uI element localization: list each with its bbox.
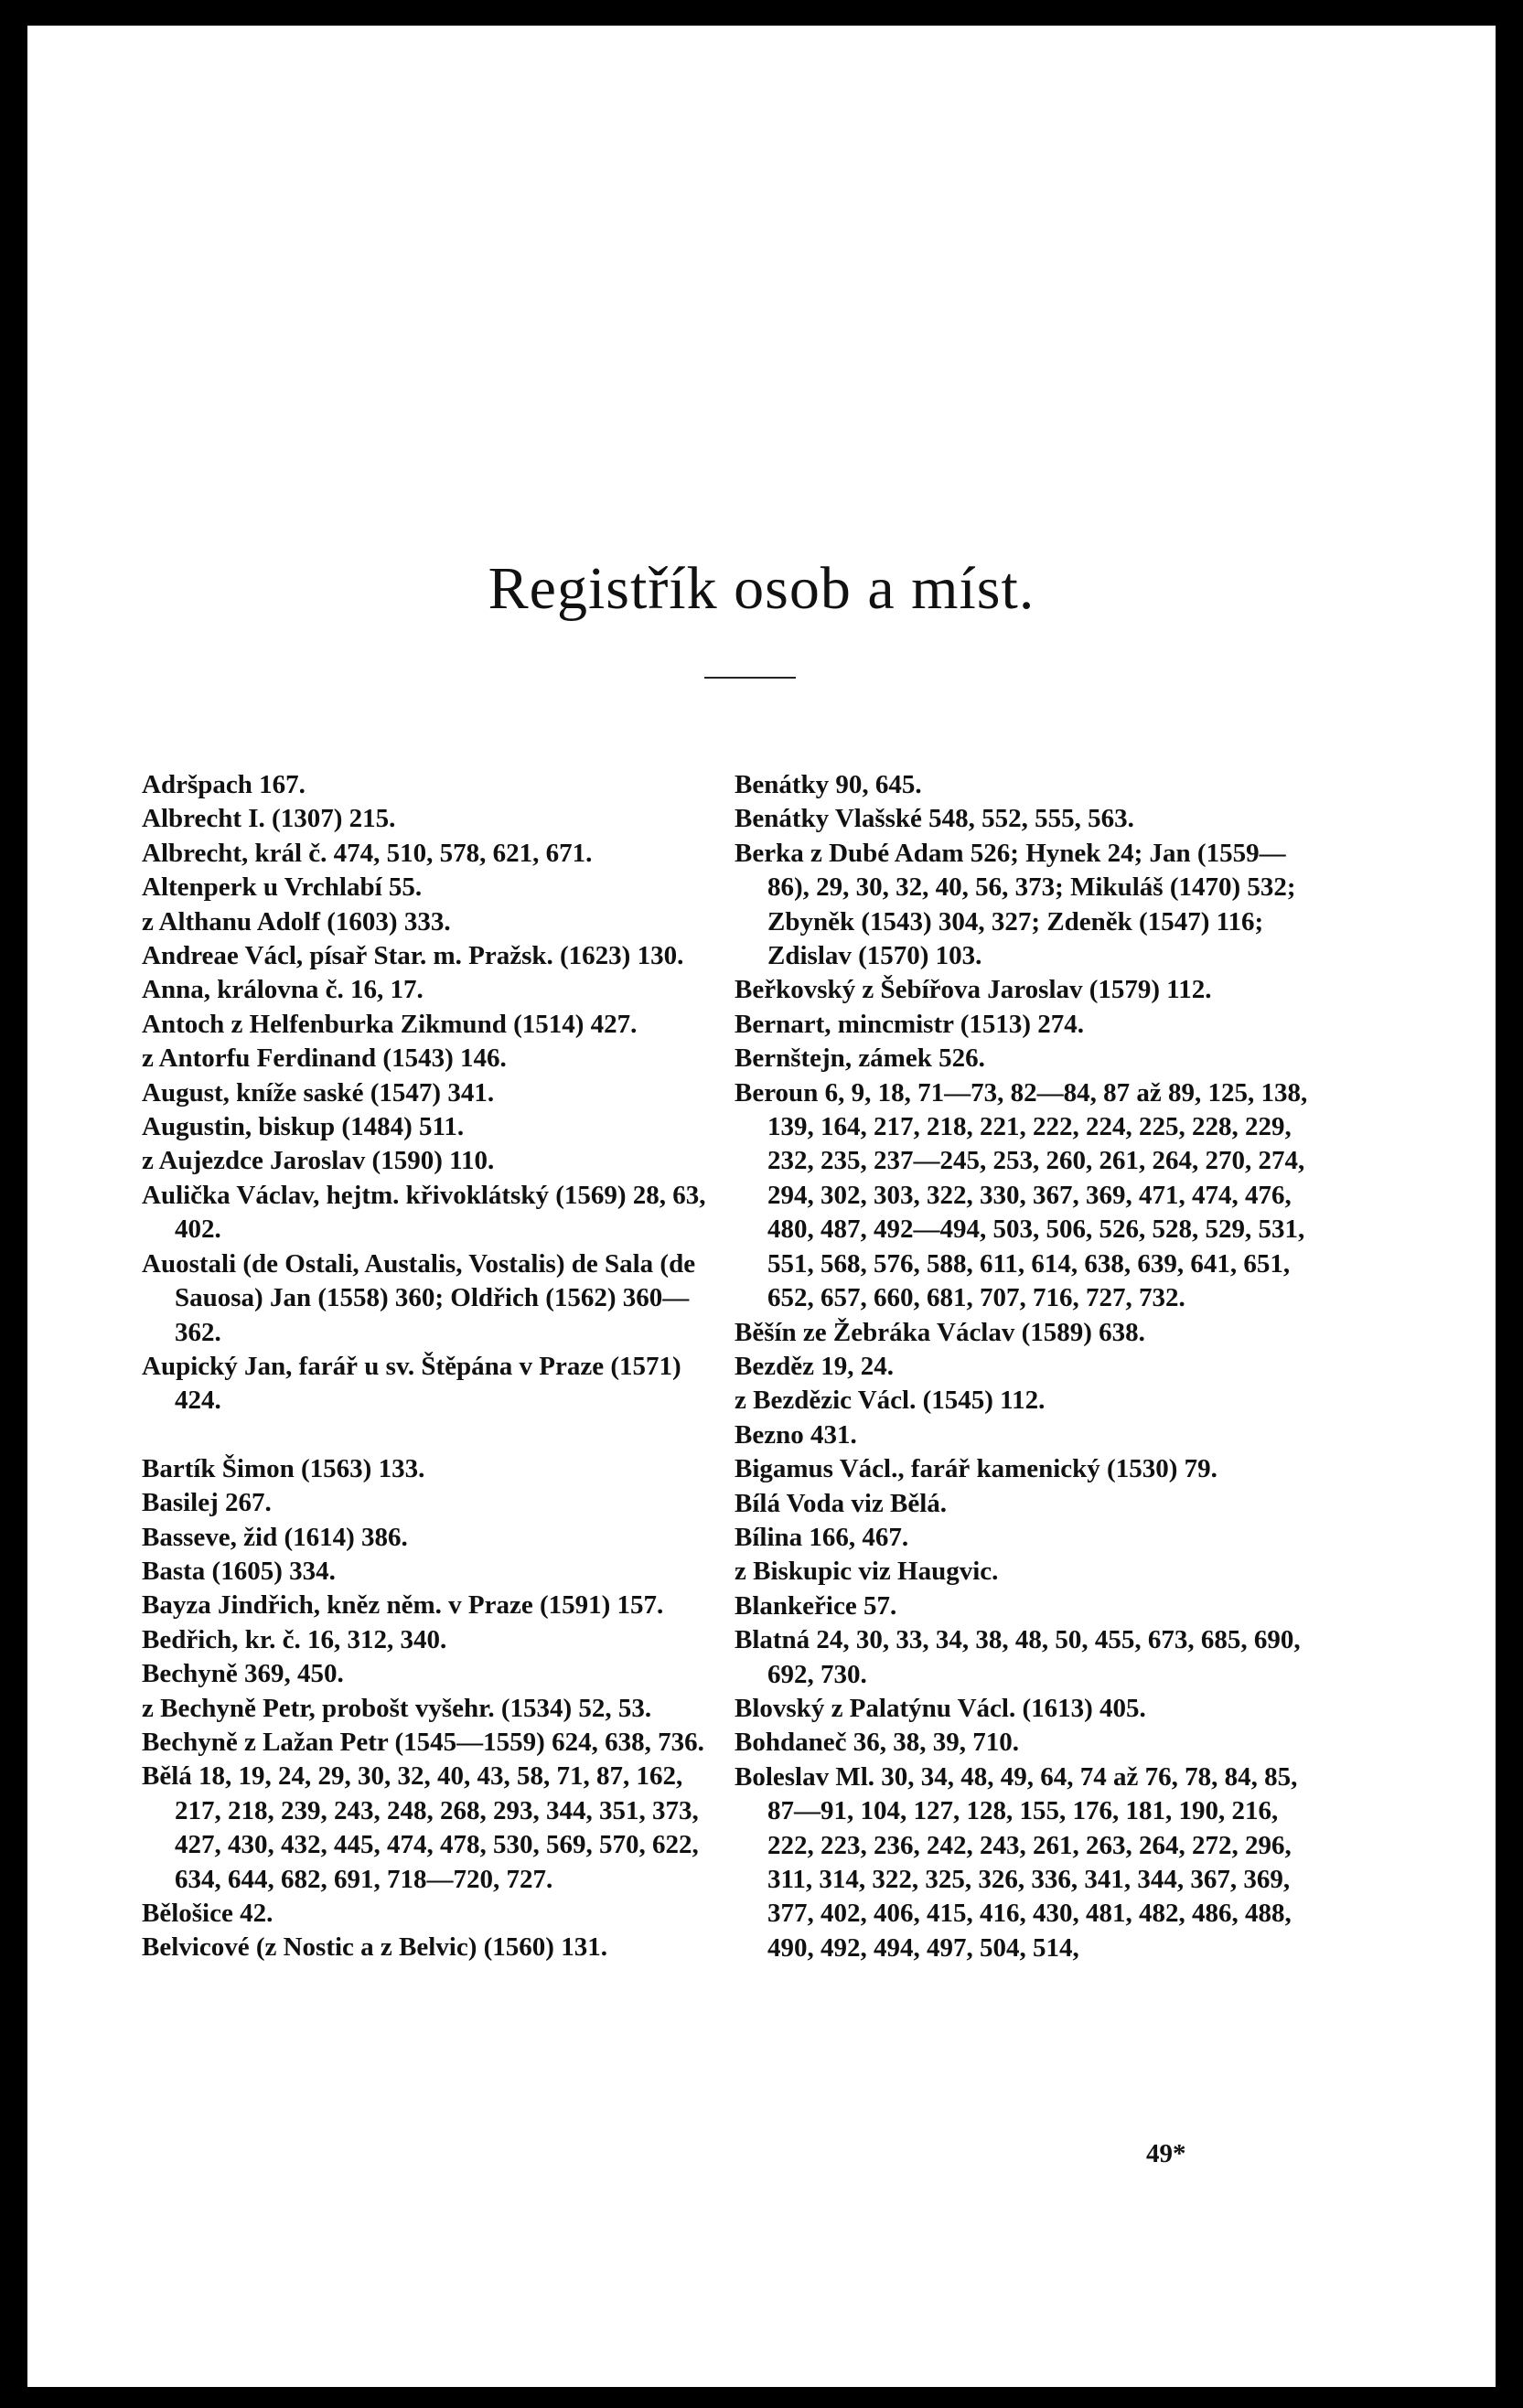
index-entry: Adršpach 167. (142, 770, 306, 799)
index-entry: Běšín ze Žebráka Václav (1589) 638. (735, 1317, 1145, 1347)
book-page (27, 26, 1496, 2387)
index-entry: Bělá 18, 19, 24, 29, 30, 32, 40, 43, 58, 71, 87, 162, 217, 218, 239, 243, 248, 268, 293, 344, 351, 373, 427, 430, 432, 445, 474, 478, 530, 569, 570, 622, 634, 644, 682, 691, 718—720, 727. (142, 1761, 699, 1894)
index-entry: Bedřich, kr. č. 16, 312, 340. (142, 1624, 447, 1654)
page-title: Registřík osob a míst. (488, 555, 1035, 622)
index-entry: z Biskupic viz Haugvic. (735, 1557, 999, 1587)
index-entry: Bechyně z Lažan Petr (1545—1559) 624, 638, 736. (142, 1727, 704, 1757)
index-entry: Auostali (de Ostali, Austalis, Vostalis) de Sala (de Sauosa) Jan (1558) 360; Oldřich (1562) 360—362. (142, 1248, 696, 1347)
index-entry: Bigamus Václ., farář kamenický (1530) 79. (735, 1454, 1217, 1484)
title-divider (704, 677, 796, 679)
index-entry: Bohdaneč 36, 38, 39, 710. (735, 1728, 1019, 1758)
index-entry: Bezno 431. (735, 1419, 857, 1450)
index-entry: Bělošice 42. (142, 1899, 273, 1928)
index-entry: Basseve, žid (1614) 386. (142, 1522, 408, 1552)
index-entry: Aulička Václav, hejtm. křivoklátský (1569) 28, 63, 402. (142, 1180, 706, 1245)
index-entry: z Althanu Adolf (1603) 333. (142, 906, 451, 936)
index-entry: Benátky Vlašské 548, 552, 555, 563. (735, 804, 1134, 834)
index-entry: Antoch z Helfenburka Zikmund (1514) 427. (142, 1009, 638, 1039)
index-entry: Boleslav Ml. 30, 34, 48, 49, 64, 74 až 76, 78, 84, 85, 87—91, 104, 127, 128, 155, 176, 181, 190, 216, 222, 223, 236, 242, 243, 261, 263, 264, 272, 296, 311, 314, 322, 325, 326, 336, 341, 344, 367, 369, 377, 402, 406, 415, 416, 430, 481, 482, 486, 488, 490, 492, 494, 497, 504, 514, (735, 1761, 1298, 1963)
index-entry: z Aujezdce Jaroslav (1590) 110. (142, 1146, 495, 1176)
index-entry: z Antorfu Ferdinand (1543) 146. (142, 1043, 507, 1074)
index-entry: Bernart, mincmistr (1513) 274. (735, 1009, 1085, 1039)
left-column (142, 768, 732, 1965)
index-entry: Berka z Dubé Adam 526; Hynek 24; Jan (1559—86), 29, 30, 32, 40, 56, 373; Mikuláš (1470) 532; Zbyněk (1543) 304, 327; Zdeněk (1547) 116; Zdislav (1570) 103. (735, 838, 1296, 971)
index-entry: Basilej 267. (142, 1488, 272, 1518)
index-entry: Bílá Voda viz Bělá. (735, 1488, 948, 1518)
index-entry: z Bechyně Petr, probošt vyšehr. (1534) 52, 53. (142, 1693, 652, 1723)
signature-mark: 49* (1146, 2139, 1186, 2168)
index-entry: Belvicové (z Nostic a z Belvic) (1560) 131. (142, 1932, 607, 1963)
index-entry: Bechyně 369, 450. (142, 1659, 344, 1689)
index-entry: Albrecht I. (1307) 215. (142, 804, 396, 834)
index-entry: Andreae Václ, písař Star. m. Pražsk. (1623) 130. (142, 941, 684, 971)
index-entry: z Bezdězic Václ. (1545) 112. (735, 1386, 1046, 1416)
index-entry: Beřkovský z Šebířova Jaroslav (1579) 112. (735, 975, 1212, 1005)
index-entry: Blovský z Palatýnu Václ. (1613) 405. (735, 1693, 1146, 1723)
index-entry: Benátky 90, 645. (735, 770, 922, 799)
right-column (735, 768, 1320, 1965)
index-entry: Basta (1605) 334. (142, 1556, 336, 1586)
index-entry: Bílina 166, 467. (735, 1522, 909, 1552)
index-entry: Bayza Jindřich, kněz něm. v Praze (1591) 157. (142, 1590, 664, 1621)
index-entry: Blankeřice 57. (735, 1590, 897, 1621)
index-entry: Aupický Jan, farář u sv. Štěpána v Praze (1571) 424. (142, 1351, 681, 1416)
index-entry: Blatná 24, 30, 33, 34, 38, 48, 50, 455, 673, 685, 690, 692, 730. (735, 1625, 1301, 1689)
index-entry: Beroun 6, 9, 18, 71—73, 82—84, 87 až 89, 125, 138, 139, 164, 217, 218, 221, 222, 224, 225, 228, 229, 232, 235, 237—245, 253, 260, 261, 264, 270, 274, 294, 302, 303, 322, 330, 367, 369, 471, 474, 476, 480, 487, 492—494, 503, 506, 526, 528, 529, 531, 551, 568, 576, 588, 611, 614, 638, 639, 641, 651, 652, 657, 660, 681, 707, 716, 727, 732. (735, 1077, 1308, 1313)
index-entry: Augustin, biskup (1484) 511. (142, 1112, 465, 1142)
index-entry: Albrecht, král č. 474, 510, 578, 621, 671. (142, 838, 593, 868)
index-entry: Bezděz 19, 24. (735, 1351, 894, 1381)
index-entry: Bartík Šimon (1563) 133. (142, 1453, 425, 1483)
index-entry: Altenperk u Vrchlabí 55. (142, 872, 423, 903)
index-entry: August, kníže saské (1547) 341. (142, 1077, 495, 1108)
index-entry: Bernštejn, zámek 526. (735, 1043, 985, 1074)
index-entry: Anna, královna č. 16, 17. (142, 975, 424, 1005)
